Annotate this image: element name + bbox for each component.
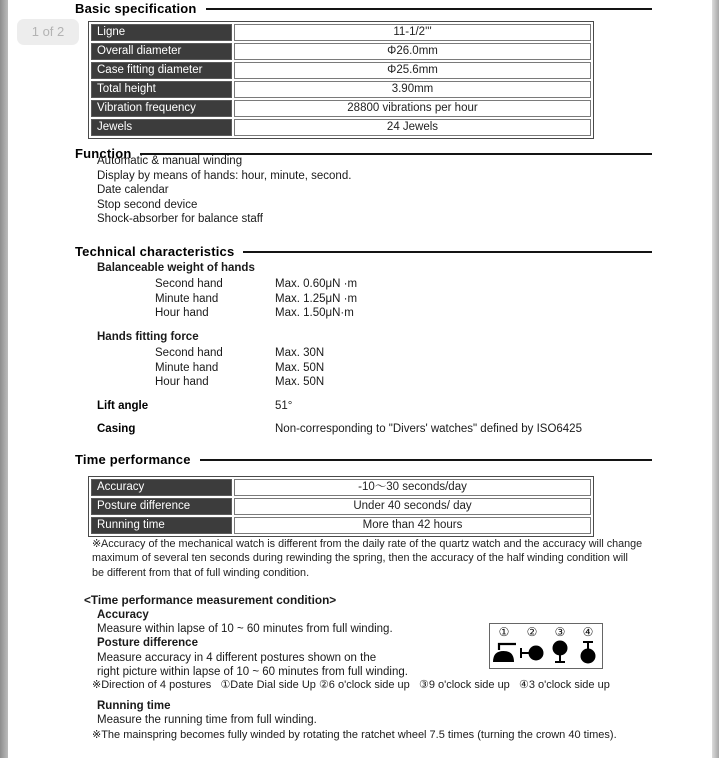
- accuracy-note: [92, 537, 642, 580]
- mc-posture-difference-title: Posture difference: [97, 637, 198, 649]
- postures-diagram: [489, 623, 603, 669]
- table-row: [91, 100, 591, 117]
- casing-row: [97, 423, 582, 435]
- hands-fitting-force-title: Hands fitting force: [97, 331, 199, 343]
- page-left-edge: [0, 0, 8, 758]
- table-row: [91, 119, 591, 136]
- hand-value: Max. 30N: [275, 347, 325, 359]
- table-row: [91, 81, 591, 98]
- row-label: Total height: [91, 81, 232, 98]
- row-label: Posture difference: [91, 498, 232, 515]
- posture-number: ④: [582, 625, 594, 639]
- hand-row: [155, 346, 324, 361]
- posture-number: ①: [498, 625, 510, 639]
- mc-running-time-text: Measure the running time from full winding.: [97, 714, 317, 726]
- mainspring-note: ※The mainspring becomes fully winded by rotating the ratchet wheel 7.5 times (turning the crown 40 times).: [92, 729, 617, 741]
- hand-label: Hour hand: [155, 307, 209, 320]
- row-value: More than 42 hours: [234, 517, 591, 534]
- row-value: Φ25.6mm: [234, 62, 591, 79]
- list-item: Stop second device: [97, 198, 198, 211]
- posture-1: [490, 626, 518, 668]
- section-title: Time performance: [75, 452, 191, 467]
- section-basic-specification-header: [75, 1, 652, 16]
- list-item: Automatic & manual winding: [97, 155, 243, 167]
- posture-number: ②: [526, 625, 538, 639]
- posture-4: [574, 626, 602, 668]
- 9-oclock-side-up-icon: [546, 639, 574, 665]
- row-label: Accuracy: [91, 479, 232, 496]
- hand-label: Second hand: [155, 347, 223, 359]
- basic-specification-table: [88, 21, 594, 139]
- text-line: right picture within lapse of 10 ~ 60 minutes from full winding.: [97, 666, 408, 679]
- hand-row: [155, 361, 324, 376]
- note-line: be different from that of full winding condition.: [92, 566, 310, 579]
- page-indicator-badge: 1 of 2: [17, 19, 79, 45]
- section-title: Function: [75, 146, 132, 161]
- hand-row: [155, 306, 357, 321]
- scrollbar-track[interactable]: [712, 0, 719, 758]
- lift-angle-row: [97, 400, 292, 412]
- section-technical-characteristics-header: [75, 244, 652, 259]
- balanceable-weight-title: Balanceable weight of hands: [97, 262, 255, 274]
- row-value: Φ26.0mm: [234, 43, 591, 60]
- posture-direction-note: ※Direction of 4 postures ①Date Dial side Up ②6 o'clock side up ③9 o'clock side up ④3 o'clock side up: [92, 679, 610, 691]
- hand-row: [155, 375, 324, 390]
- row-label: Overall diameter: [91, 43, 232, 60]
- table-row: [91, 479, 591, 496]
- casing-label: Casing: [97, 423, 136, 435]
- time-performance-table: [88, 476, 594, 537]
- row-value: 3.90mm: [234, 81, 591, 98]
- table-row: [91, 62, 591, 79]
- hand-value: Max. 1.50μN·m: [275, 307, 354, 320]
- row-value: Under 40 seconds/ day: [234, 498, 591, 515]
- section-title: Basic specification: [75, 1, 197, 16]
- mc-accuracy-text: Measure within lapse of 10 ~ 60 minutes from full winding.: [97, 623, 393, 635]
- measurement-condition-title: <Time performance measurement condition>: [84, 593, 337, 607]
- row-label: Case fitting diameter: [91, 62, 232, 79]
- hand-row: [155, 292, 357, 307]
- table-row: [91, 517, 591, 534]
- section-title: Technical characteristics: [75, 244, 235, 259]
- row-value: -10～30 seconds/day: [234, 479, 591, 496]
- mc-running-time-title: Running time: [97, 700, 171, 712]
- posture-number: ③: [554, 625, 566, 639]
- list-item: Display by means of hands: hour, minute, second.: [97, 169, 352, 182]
- lift-angle-label: Lift angle: [97, 400, 149, 412]
- function-list: [97, 154, 351, 227]
- hand-label: Second hand: [155, 278, 223, 290]
- hand-label: Minute hand: [155, 361, 219, 374]
- row-label: Vibration frequency: [91, 100, 232, 117]
- mc-posture-difference-text: [97, 651, 408, 680]
- hand-label: Minute hand: [155, 292, 219, 305]
- section-rule: [243, 251, 652, 253]
- table-row: [91, 24, 591, 41]
- hands-fitting-force-rows: [155, 346, 324, 390]
- mc-accuracy-title: Accuracy: [97, 609, 149, 621]
- section-rule: [206, 8, 652, 10]
- 6-oclock-side-up-icon: [518, 639, 546, 665]
- list-item: Shock-absorber for balance staff: [97, 213, 263, 226]
- 3-oclock-side-up-icon: [574, 639, 602, 665]
- row-value: 28800 vibrations per hour: [234, 100, 591, 117]
- note-line: maximum of several ten seconds during rewinding the spring, then the accuracy of the half winding condition will: [92, 552, 628, 565]
- hand-value: Max. 0.60μN ·m: [275, 278, 358, 290]
- table-row: [91, 43, 591, 60]
- table-row: [91, 498, 591, 515]
- row-label: Ligne: [91, 24, 232, 41]
- row-value: 11-1/2''': [234, 24, 591, 41]
- hand-value: Max. 1.25μN ·m: [275, 292, 358, 305]
- list-item: Date calendar: [97, 184, 169, 197]
- date-dial-side-up-icon: [490, 639, 518, 665]
- posture-3: [546, 626, 574, 668]
- section-time-performance-header: [75, 452, 652, 467]
- balanceable-weight-rows: [155, 277, 357, 321]
- lift-angle-value: 51°: [275, 400, 293, 412]
- posture-2: [518, 626, 546, 668]
- section-rule: [200, 459, 652, 461]
- row-label: Running time: [91, 517, 232, 534]
- row-label: Jewels: [91, 119, 232, 136]
- hand-value: Max. 50N: [275, 361, 325, 374]
- row-value: 24 Jewels: [234, 119, 591, 136]
- hand-label: Hour hand: [155, 376, 209, 389]
- hand-row: [155, 277, 357, 292]
- text-line: Measure accuracy in 4 different postures shown on the: [97, 652, 377, 664]
- casing-value: Non-corresponding to "Divers' watches" defined by ISO6425: [275, 423, 582, 435]
- hand-value: Max. 50N: [275, 376, 325, 389]
- note-line: ※Accuracy of the mechanical watch is different from the daily rate of the quartz watch and the accuracy will change: [92, 538, 643, 550]
